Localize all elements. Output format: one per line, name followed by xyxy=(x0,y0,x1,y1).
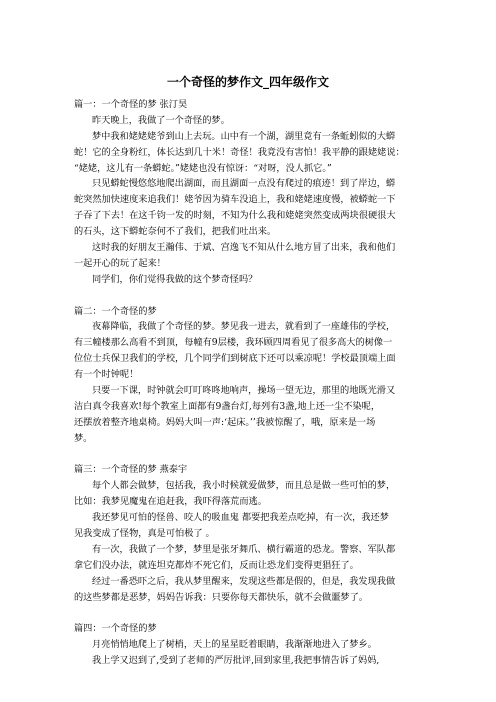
paragraph-line: 经过一番恐吓之后，我从梦里醒来，发现这些都是假的，但是，我发现我做 xyxy=(92,575,396,587)
section-gap xyxy=(74,606,424,622)
paragraph-line: 夜幕降临，我做了个奇怪的梦。梦见我一进去，就看到了一座雄伟的学校， xyxy=(92,321,396,333)
page-title: 一个奇怪的梦作文_四年级作文 xyxy=(166,75,329,89)
section-heading: 篇四：一个奇怪的梦 xyxy=(74,623,157,635)
section-heading: 篇一：一个奇怪的梦 张汀昊 xyxy=(74,99,188,110)
paragraph-line: 还摆放着整齐地桌椅。妈妈大叫一声:‘起床。’’我被惊醒了，哦，原来是一场 xyxy=(74,416,376,428)
paragraph-line: 洁白真令我喜欢!每个教室上面都有9盏台灯,每列有3盏,地上还一尘不染呢， xyxy=(74,400,381,412)
paragraph-line: 这时我的好朋友王瀚伟、于斌、宫逸飞不知从什么地方冒了出来，我和他们 xyxy=(92,242,396,254)
paragraph-line: 梦。 xyxy=(74,432,93,444)
paragraph-line: 一起开心的玩了起来！ xyxy=(74,257,166,269)
section-heading: 篇三：一个奇怪的梦 燕泰宇 xyxy=(74,464,188,476)
paragraph-line: 子吞了下去！在这千钧一发的时刻，不知为什么我和姥姥突然变成两块很硬很大 xyxy=(74,210,396,222)
paragraph-line: 每个人都会做梦，包括我，我小时候就爱做梦，而且总是做一些可怕的梦， xyxy=(92,480,396,492)
paragraph-line: 只见蟒蛇慢悠悠地爬出湖面，而且湖面一点没有爬过的痕迹！到了岸边，蟒 xyxy=(92,178,396,190)
section-gap xyxy=(74,288,424,304)
paragraph-line: 昨天晚上，我做了一个奇怪的梦。 xyxy=(92,114,230,126)
paragraph-line: 的这些梦都是恶梦，妈妈告诉我：只要你每天都快乐，就不会做噩梦了。 xyxy=(74,591,368,603)
paragraph-line: 的石头，这下蟒蛇奈何不了我们，把我们吐出来。 xyxy=(74,226,277,238)
paragraph-line: 梦中我和姥姥姥爷到山上去玩。山中有一个湖，湖里竟有一条蚯蚓似的大蟒 xyxy=(92,130,396,142)
paragraph-line: 只要一下课，时钟就会叮叮咚咚地响声，操场一望无边，那里的地既光滑又 xyxy=(92,385,396,397)
paragraph-line: 见我变成了怪物，真是可怕极了 。 xyxy=(74,528,215,540)
paragraph-line: 有一个时钟呢！ xyxy=(74,369,139,381)
article-body xyxy=(74,97,424,669)
paragraph-line: 拿它们没办法，就连坦克都炸不死它们，反而让恐龙们变得更猖狂了。 xyxy=(74,559,359,571)
paragraph-line: 比如：我梦见魔鬼在追赶我，我吓得落荒而逃。 xyxy=(74,496,267,508)
paragraph-line: 位位士兵保卫我们的学校，几个同学们到树底下还可以乘凉呢！学校最顶端上面 xyxy=(74,353,396,365)
paragraph-line: 有三幢楼那么高看不到顶，每幢有9层楼，我环顾四周看见了很多高大的树像一 xyxy=(74,337,393,349)
paragraph-line: 有一次，我做了一个梦，梦里是张牙舞爪、横行霸道的恐龙。警察、军队都 xyxy=(92,543,396,555)
paragraph-line: 我还梦见可怕的怪兽、咬人的吸血鬼 都要把我差点吃掉，有一次，我还梦 xyxy=(92,512,389,524)
paragraph-line: “姥姥，这儿有一条蟒蛇。”姥姥也没有惊讶：“对呀，没人抓它。” xyxy=(74,162,332,174)
paragraph-line: 蛇突然加快速度来追我们！姥爷因为骑车没追上，我和姥姥速度慢，被蟒蛇一下 xyxy=(74,194,396,206)
section-gap xyxy=(74,447,424,463)
paragraph-line: 蛇！它的全身粉红，体长达到几十米！奇怪！我竟没有害怕！我平静的跟姥姥说： xyxy=(74,146,405,158)
paragraph-line: 同学们，你们觉得我做的这个梦奇怪吗？ xyxy=(92,273,258,285)
section-heading: 篇二：一个奇怪的梦 xyxy=(74,305,157,317)
paragraph-line: 月亮悄悄地爬上了树梢，天上的星星眨着眼睛，我渐渐地进入了梦乡。 xyxy=(92,639,377,651)
paragraph-line: 我上学又迟到了,受到了老师的严厉批评,回到家里,我把事情告诉了妈妈, xyxy=(92,655,380,667)
